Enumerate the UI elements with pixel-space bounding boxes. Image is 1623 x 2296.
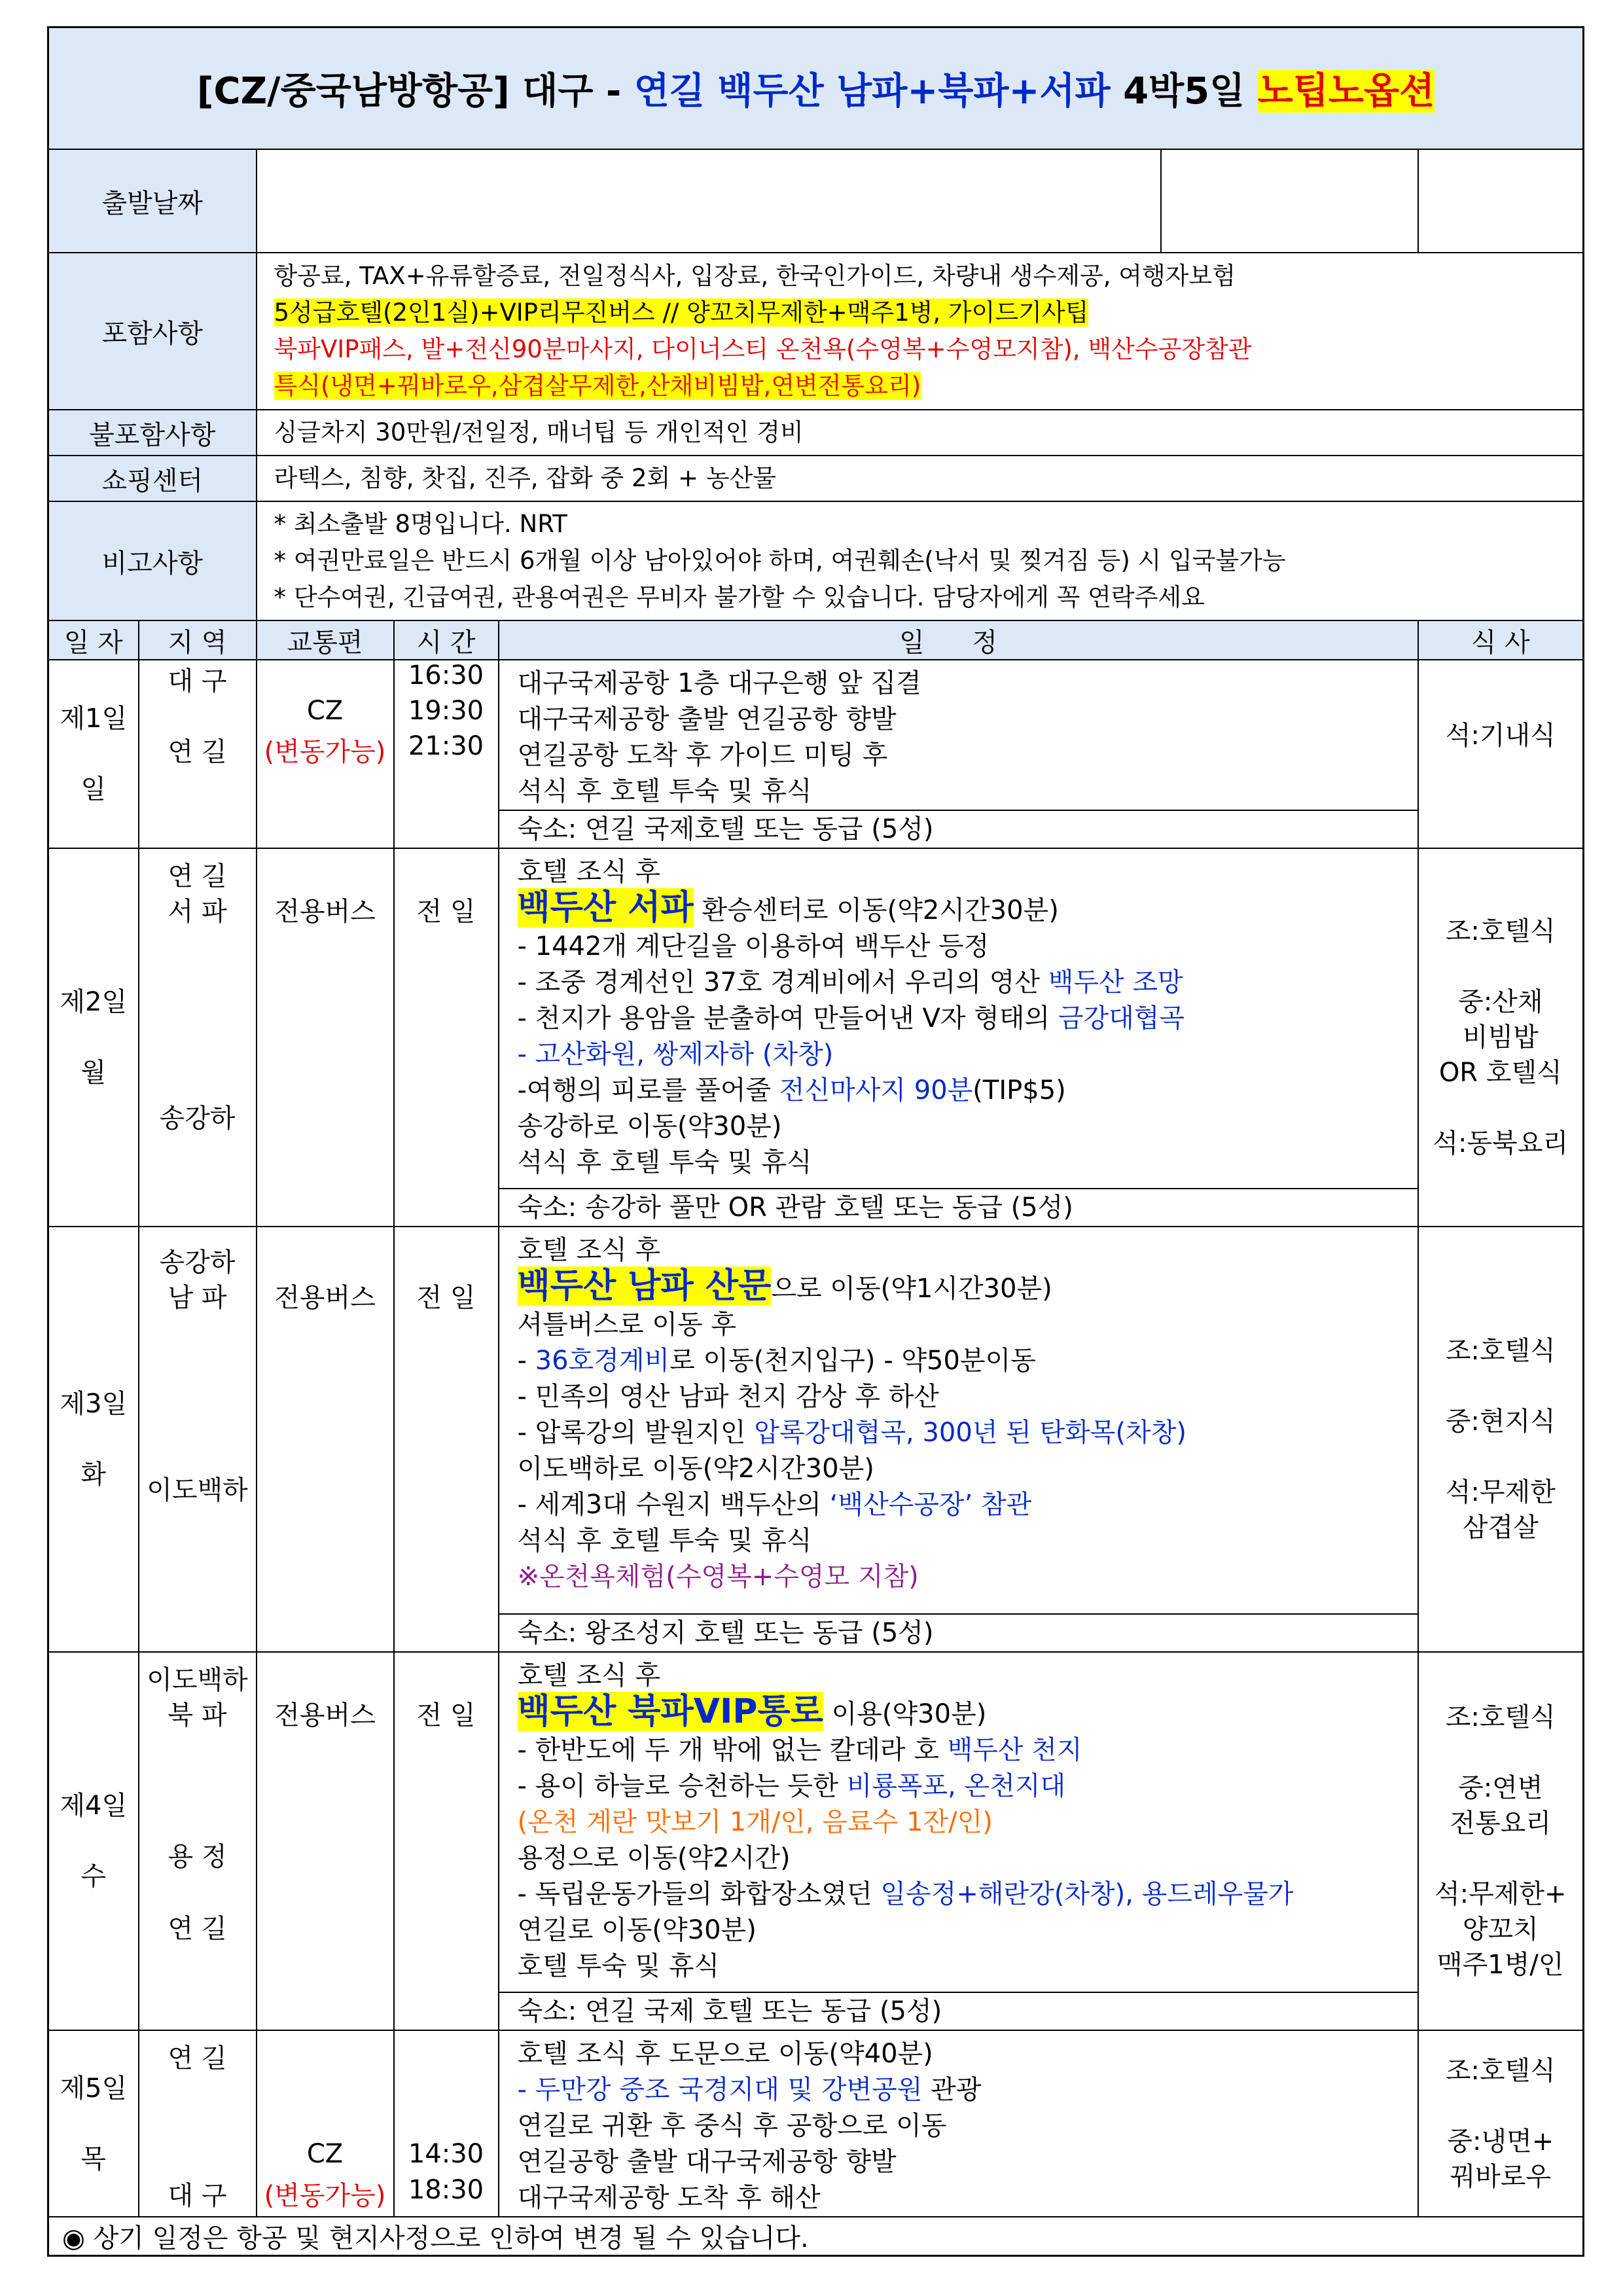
day-weekday: 수 [80, 1861, 107, 1892]
time-cell [394, 1227, 499, 1652]
meal: 조:호텔식 [1445, 1336, 1556, 1366]
schedule-line: 연길로 귀환 후 중식 후 공항으로 이동 [517, 2111, 947, 2141]
schedule-line: 대구국제공항 1층 대구은행 앞 집결 [517, 668, 921, 698]
schedule-line: 호텔 조식 후 도문으로 이동(약40분) [517, 2039, 933, 2069]
region: 연 길 [168, 1914, 227, 1944]
day-label [48, 1227, 139, 1652]
time-cell [394, 660, 499, 848]
schedule-text: - 조중 경계선인 37호 경계비에서 우리의 영산 [517, 967, 1048, 997]
time: 전 일 [416, 897, 476, 927]
meal-cell [1418, 1227, 1584, 1652]
region: 송강하 [159, 1247, 236, 1278]
meal: 조:호텔식 [1445, 916, 1556, 946]
schedule-line: ※온천욕체험(수영복+수영모 지참) [517, 1562, 919, 1592]
schedule-cell [499, 660, 1418, 848]
included-line-2: 5성급호텔(2인1실)+VIP리무진버스 // 양꼬치무제한+맥주1병, 가이드기사팁 [274, 298, 1089, 327]
shopping-cell: 라텍스, 침향, 찻집, 진주, 잡화 중 2회 + 농산물 [257, 456, 1584, 501]
meal: 중:연변 [1458, 1773, 1543, 1803]
schedule-spot: - 두만강 중조 국경지대 및 강변공원 [517, 2075, 923, 2105]
day-row [48, 2030, 1584, 2217]
region: 남 파 [168, 1283, 227, 1313]
transport-cell [257, 660, 394, 848]
meal: 꿔바로우 [1450, 2161, 1552, 2192]
time: 16:30 [408, 660, 484, 691]
day-number: 제4일 [60, 1791, 128, 1821]
transport-note: (변동가능) [264, 737, 386, 767]
region: 송강하 [159, 1103, 236, 1134]
header-schedule: 일 정 [499, 620, 1418, 660]
transport-note: (변동가능) [264, 2181, 386, 2211]
title-prefix: [CZ/중국남방항공] 대구 - [196, 70, 634, 113]
schedule [499, 1227, 1418, 1613]
notes-cell [257, 501, 1584, 620]
included-line-4: 특식(냉면+꿔바로우,삼겹살무제한,산채비빔밥,연변전통요리) [274, 372, 921, 400]
region-cell [139, 1652, 257, 2030]
schedule-spot: 압록강대협곡, 300년 된 탄화목(차창) [754, 1418, 1186, 1448]
excluded-cell: 싱글차지 30만원/전일정, 매너팁 등 개인적인 경비 [257, 410, 1584, 456]
schedule-line: 호텔 조식 후 [517, 857, 661, 887]
time: 14:30 [408, 2139, 484, 2169]
schedule-text: 관광 [922, 2075, 982, 2105]
shopping-label: 쇼핑센터 [48, 456, 257, 501]
region: 북 파 [168, 1700, 227, 1731]
day-row [48, 1227, 1584, 1652]
time: 18:30 [408, 2175, 484, 2205]
day-number: 제1일 [60, 704, 128, 734]
schedule-text: 로 이동(천지입구) - 약50분이동 [669, 1346, 1036, 1376]
time-cell [394, 848, 499, 1227]
transport: CZ [306, 2139, 344, 2169]
departure-label: 출발날짜 [48, 149, 257, 253]
meal: 양꼬치 [1462, 1914, 1539, 1945]
schedule-spot: 백두산 조망 [1048, 967, 1183, 997]
schedule-text: 환승센터로 이동(약2시간30분) [693, 895, 1059, 925]
meal: 조:호텔식 [1445, 2055, 1556, 2086]
included-line-3: 북파VIP패스, 발+전신90분마사지, 다이너스티 온천욕(수영복+수영모지참), 백산수공장참관 [274, 335, 1252, 363]
region-cell [139, 660, 257, 848]
schedule-text: 이용(약30분) [823, 1699, 987, 1729]
itinerary-table [47, 26, 1584, 2257]
schedule-text: 으로 이동(약1시간30분) [771, 1274, 1052, 1304]
schedule-text: - 압록강의 발원지인 [517, 1418, 755, 1448]
day-label [48, 660, 139, 848]
time-cell [394, 1652, 499, 2030]
transport: 전용버스 [274, 1700, 376, 1731]
day-label [48, 1652, 139, 2030]
schedule [499, 849, 1418, 1188]
header-day: 일 자 [48, 620, 139, 660]
day-row [48, 1652, 1584, 2030]
schedule-text: - [517, 1346, 535, 1376]
schedule-line: - 민족의 영산 남파 천지 감상 후 하산 [517, 1382, 939, 1412]
footer-note: ◉ 상기 일정은 항공 및 현지사정으로 인하여 변경 될 수 있습니다. [48, 2217, 1584, 2256]
schedule-line: 연길공항 출발 대구국제공항 향발 [517, 2147, 897, 2177]
time: 전 일 [416, 1283, 476, 1313]
schedule-text: (TIP$5) [972, 1075, 1066, 1105]
schedule-cell [499, 2030, 1418, 2217]
highlight-spot: 백두산 북파VIP통로 [517, 1692, 823, 1731]
day-weekday: 월 [80, 1058, 107, 1088]
region: 연 길 [168, 737, 227, 767]
schedule-text: - 한반도에 두 개 밖에 없는 칼데라 호 [517, 1735, 948, 1765]
included-cell [257, 253, 1584, 410]
transport-cell [257, 848, 394, 1227]
meal: 석:기내식 [1445, 721, 1556, 751]
transport: 전용버스 [274, 897, 376, 927]
meal: 석:무제한+ [1434, 1879, 1567, 1909]
day-row [48, 848, 1584, 1227]
accommodation: 숙소: 왕조성지 호텔 또는 동급 (5성) [499, 1613, 1418, 1651]
header-transport: 교통편 [257, 620, 394, 660]
departure-extra-cell [1418, 149, 1584, 253]
header-region: 지 역 [139, 620, 257, 660]
region: 이도백하 [147, 1475, 248, 1505]
schedule-spot: 전신마사지 90분 [779, 1075, 973, 1105]
schedule-spot: ‘백산수공장’ 참관 [829, 1490, 1032, 1520]
schedule-text: - 천지가 용암을 분출하여 만들어낸 V자 형태의 [517, 1003, 1058, 1033]
schedule-spot: 백두산 천지 [947, 1735, 1082, 1765]
notes-label: 비고사항 [48, 501, 257, 620]
schedule-cell [499, 848, 1418, 1227]
note-1: * 최소출발 8명입니다. NRT [274, 510, 567, 538]
schedule-cell [499, 1227, 1418, 1652]
day-number: 제3일 [60, 1389, 128, 1419]
time-cell [394, 2030, 499, 2217]
schedule-line: 연길공항 도착 후 가이드 미팅 후 [517, 740, 888, 770]
schedule-line: 대구국제공항 도착 후 해산 [517, 2183, 821, 2213]
day-label [48, 848, 139, 1227]
time: 21:30 [408, 731, 484, 761]
schedule-spot: 금강대협곡 [1058, 1003, 1185, 1033]
transport-cell [257, 1227, 394, 1652]
day-row [48, 660, 1584, 848]
day-label [48, 2030, 139, 2217]
meal: 맥주1병/인 [1437, 1950, 1564, 1980]
schedule-text: - 용이 하늘로 승천하는 듯한 [517, 1771, 847, 1801]
meal-cell [1418, 1652, 1584, 2030]
schedule-line: 연길로 이동(약30분) [517, 1915, 757, 1945]
schedule-text: - 독립운동가들의 화합장소였던 [517, 1879, 881, 1909]
excluded-label: 불포함사항 [48, 410, 257, 456]
page-title [48, 27, 1584, 150]
meal: 전통요리 [1450, 1808, 1552, 1839]
accommodation: 숙소: 연길 국제호텔 또는 동급 (5성) [499, 810, 1418, 848]
region: 서 파 [168, 897, 227, 927]
region-cell [139, 1227, 257, 1652]
header-meal: 식 사 [1418, 620, 1584, 660]
itinerary-document [47, 26, 1582, 2257]
meal: 중:현지식 [1445, 1407, 1556, 1437]
header-time: 시 간 [394, 620, 499, 660]
transport-cell [257, 1652, 394, 2030]
region: 대 구 [168, 666, 227, 696]
meal-cell [1418, 2030, 1584, 2217]
schedule-line: - 1442개 계단길을 이용하여 백두산 등정 [517, 931, 990, 961]
schedule-spot: 36호경계비 [535, 1346, 670, 1376]
schedule-line: 대구국제공항 출발 연길공항 향발 [517, 704, 897, 734]
schedule-line: 셔틀버스로 이동 후 [517, 1310, 737, 1340]
meal: 석:무제한 [1445, 1477, 1556, 1507]
schedule-cell [499, 1652, 1418, 2030]
schedule [499, 2031, 1418, 2216]
note-3: * 단수여권, 긴급여권, 관용여권은 무비자 불가할 수 있습니다. 담당자에게 꼭 연락주세요 [274, 583, 1205, 611]
region: 용 정 [168, 1842, 227, 1872]
transport-cell [257, 2030, 394, 2217]
schedule [499, 1653, 1418, 1992]
day-weekday: 목 [80, 2144, 107, 2174]
region: 연 길 [168, 2043, 227, 2073]
schedule-line: (온천 계란 맛보기 1개/인, 음료수 1잔/인) [517, 1807, 993, 1837]
day-number: 제5일 [60, 2073, 128, 2104]
time: 19:30 [408, 696, 484, 726]
schedule-line: 용정으로 이동(약2시간) [517, 1843, 791, 1873]
schedule-line: 이도백하로 이동(약2시간30분) [517, 1454, 874, 1484]
accommodation: 숙소: 연길 국제 호텔 또는 동급 (5성) [499, 1992, 1418, 2030]
schedule-line: 석식 후 호텔 투숙 및 휴식 [517, 776, 812, 806]
schedule-line: 석식 후 호텔 투숙 및 휴식 [517, 1526, 812, 1556]
time: 전 일 [416, 1700, 476, 1731]
meal: 중:산채 [1458, 987, 1543, 1017]
schedule-line: 송강하로 이동(약30분) [517, 1111, 782, 1141]
meal: 삼겹살 [1462, 1513, 1539, 1543]
schedule-line: 호텔 조식 후 [517, 1660, 661, 1691]
region-cell [139, 2030, 257, 2217]
day-number: 제2일 [60, 987, 128, 1017]
meal: OR 호텔식 [1438, 1058, 1562, 1088]
meal-cell [1418, 660, 1584, 848]
highlight-spot: 백두산 남파 산문 [517, 1266, 772, 1306]
meal: 조:호텔식 [1445, 1702, 1556, 1732]
meal: 중:냉면+ [1447, 2126, 1554, 2157]
included-label: 포함사항 [48, 253, 257, 410]
title-badge: 노팁노옵션 [1257, 70, 1435, 113]
region-cell [139, 848, 257, 1227]
schedule-line: - 고산화원, 쌍제자하 (차창) [517, 1039, 834, 1069]
highlight-spot: 백두산 서파 [517, 888, 694, 927]
schedule-line: 호텔 조식 후 [517, 1235, 661, 1265]
meal: 석:동북요리 [1433, 1128, 1569, 1158]
schedule-text: - 세계3대 수원지 백두산의 [517, 1490, 830, 1520]
day-weekday: 화 [80, 1460, 107, 1490]
transport: CZ [306, 696, 344, 726]
day-weekday: 일 [80, 774, 107, 804]
schedule-spot: 비룡폭포, 온천지대 [846, 1771, 1066, 1801]
accommodation: 숙소: 송강하 풀만 OR 관람 호텔 또는 동급 (5성) [499, 1188, 1418, 1226]
included-line-1: 항공료, TAX+유류할증료, 전일정식사, 입장료, 한국인가이드, 차량내 생수제공, 여행자보험 [274, 262, 1236, 290]
title-duration: 4박5일 [1110, 70, 1258, 113]
note-2: * 여권만료일은 반드시 6개월 이상 남아있어야 하며, 여권훼손(낙서 및 찢겨짐 등) 시 입국불가능 [274, 547, 1286, 575]
region: 대 구 [168, 2181, 227, 2211]
departure-date-cell [257, 149, 1418, 253]
schedule [499, 660, 1418, 810]
region: 이도백하 [147, 1665, 248, 1695]
title-route: 연길 백두산 남파+북파+서파 [633, 70, 1111, 113]
schedule-spot: 일송정+해란강(차창), 용드레우물가 [880, 1879, 1294, 1909]
transport: 전용버스 [274, 1283, 376, 1313]
meal-cell [1418, 848, 1584, 1227]
schedule-line: 석식 후 호텔 투숙 및 휴식 [517, 1147, 812, 1177]
schedule-text: -여행의 피로를 풀어줄 [517, 1075, 779, 1105]
schedule-line: 호텔 투숙 및 휴식 [517, 1951, 720, 1981]
region: 연 길 [168, 861, 227, 891]
meal: 비빔밥 [1462, 1022, 1539, 1052]
